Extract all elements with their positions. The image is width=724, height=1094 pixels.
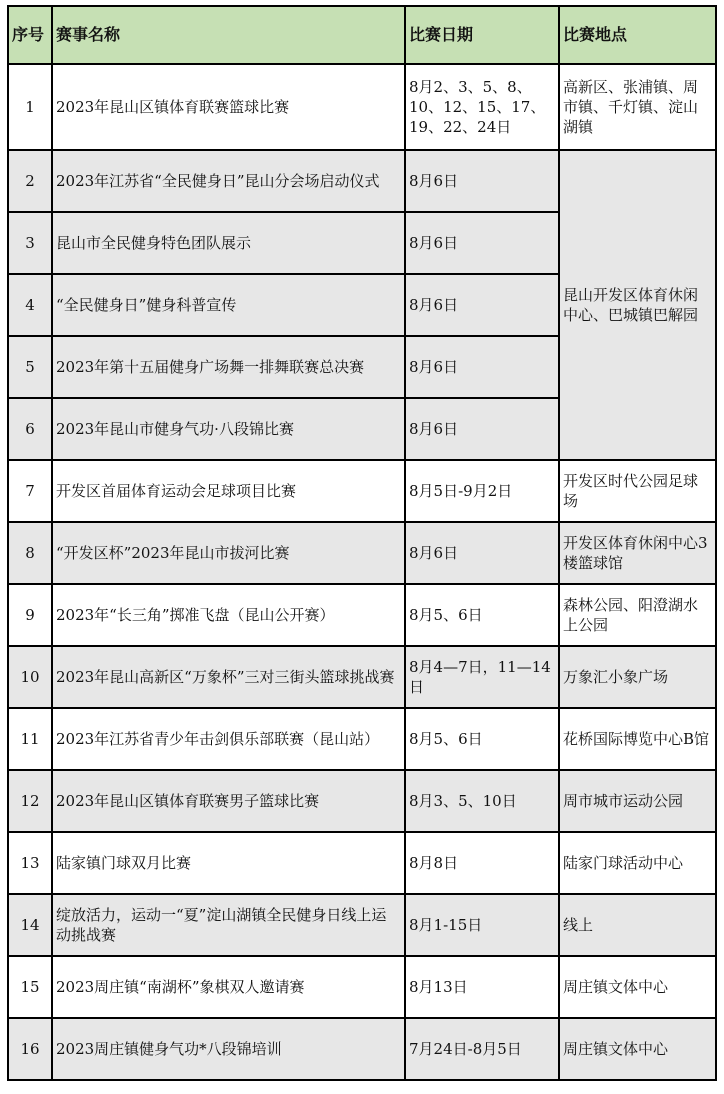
- event-date: 8月6日: [405, 150, 559, 212]
- table-row: [8, 522, 716, 584]
- row-no: 13: [8, 832, 52, 894]
- event-date: 7月24日-8月5日: [405, 1018, 559, 1080]
- event-name: 昆山市全民健身特色团队展示: [52, 212, 405, 274]
- row-no: 5: [8, 336, 52, 398]
- event-date: 8月2、3、5、8、10、12、15、17、19、22、24日: [405, 64, 559, 150]
- event-name: 2023周庄镇健身气功*八段锦培训: [52, 1018, 405, 1080]
- row-no: 7: [8, 460, 52, 522]
- event-date: 8月6日: [405, 274, 559, 336]
- table-row: [8, 770, 716, 832]
- event-date: 8月5、6日: [405, 584, 559, 646]
- row-no: 14: [8, 894, 52, 956]
- event-place: 陆家门球活动中心: [559, 832, 716, 894]
- event-name: 2023年第十五届健身广场舞一排舞联赛总决赛: [52, 336, 405, 398]
- event-name: 2023年昆山区镇体育联赛男子篮球比赛: [52, 770, 405, 832]
- header-no: 序号: [8, 6, 52, 64]
- table-row: [8, 64, 716, 150]
- row-no: 12: [8, 770, 52, 832]
- event-name: 2023年江苏省“全民健身日”昆山分会场启动仪式: [52, 150, 405, 212]
- table-row: [8, 584, 716, 646]
- table-row: [8, 956, 716, 1018]
- event-name: 陆家镇门球双月比赛: [52, 832, 405, 894]
- event-place: 周庄镇文体中心: [559, 956, 716, 1018]
- event-date: 8月1-15日: [405, 894, 559, 956]
- event-name: “开发区杯”2023年昆山市拔河比赛: [52, 522, 405, 584]
- table-row: [8, 150, 716, 212]
- event-name: 绽放活力，运动一“夏”淀山湖镇全民健身日线上运动挑战赛: [52, 894, 405, 956]
- events-table: [7, 5, 717, 1081]
- event-name: “全民健身日”健身科普宣传: [52, 274, 405, 336]
- table-row: [8, 460, 716, 522]
- event-name: 2023年江苏省青少年击剑俱乐部联赛（昆山站）: [52, 708, 405, 770]
- row-no: 2: [8, 150, 52, 212]
- event-place: 周庄镇文体中心: [559, 1018, 716, 1080]
- event-name: 2023年“长三角”掷准飞盘（昆山公开赛）: [52, 584, 405, 646]
- event-date: 8月5、6日: [405, 708, 559, 770]
- event-place: 花桥国际博览中心B馆: [559, 708, 716, 770]
- table-row: [8, 1018, 716, 1080]
- row-no: 8: [8, 522, 52, 584]
- row-no: 1: [8, 64, 52, 150]
- table-row: [8, 708, 716, 770]
- event-date: 8月13日: [405, 956, 559, 1018]
- event-date: 8月8日: [405, 832, 559, 894]
- event-date: 8月6日: [405, 336, 559, 398]
- event-date: 8月3、5、10日: [405, 770, 559, 832]
- event-date: 8月5日-9月2日: [405, 460, 559, 522]
- event-name: 2023年昆山区镇体育联赛篮球比赛: [52, 64, 405, 150]
- event-place: 昆山开发区体育休闲中心、巴城镇巴解园: [559, 150, 716, 460]
- header-place: 比赛地点: [559, 6, 716, 64]
- event-name: 2023年昆山高新区“万象杯”三对三街头篮球挑战赛: [52, 646, 405, 708]
- event-name: 2023年昆山市健身气功·八段锦比赛: [52, 398, 405, 460]
- row-no: 4: [8, 274, 52, 336]
- event-place: 周市城市运动公园: [559, 770, 716, 832]
- event-name: 开发区首届体育运动会足球项目比赛: [52, 460, 405, 522]
- event-place: 开发区时代公园足球场: [559, 460, 716, 522]
- event-place: 开发区体育休闲中心3楼篮球馆: [559, 522, 716, 584]
- header-date: 比赛日期: [405, 6, 559, 64]
- table-row: [8, 646, 716, 708]
- row-no: 11: [8, 708, 52, 770]
- table-row: [8, 894, 716, 956]
- event-place: 线上: [559, 894, 716, 956]
- event-date: 8月6日: [405, 522, 559, 584]
- header-row: [8, 6, 716, 64]
- event-date: 8月6日: [405, 212, 559, 274]
- row-no: 10: [8, 646, 52, 708]
- event-place: 森林公园、阳澄湖水上公园: [559, 584, 716, 646]
- event-date: 8月6日: [405, 398, 559, 460]
- row-no: 15: [8, 956, 52, 1018]
- row-no: 9: [8, 584, 52, 646]
- event-place: 万象汇小象广场: [559, 646, 716, 708]
- row-no: 6: [8, 398, 52, 460]
- row-no: 16: [8, 1018, 52, 1080]
- event-place: 高新区、张浦镇、周市镇、千灯镇、淀山湖镇: [559, 64, 716, 150]
- row-no: 3: [8, 212, 52, 274]
- header-name: 赛事名称: [52, 6, 405, 64]
- event-date: 8月4—7日，11—14日: [405, 646, 559, 708]
- table-row: [8, 832, 716, 894]
- event-name: 2023周庄镇“南湖杯”象棋双人邀请赛: [52, 956, 405, 1018]
